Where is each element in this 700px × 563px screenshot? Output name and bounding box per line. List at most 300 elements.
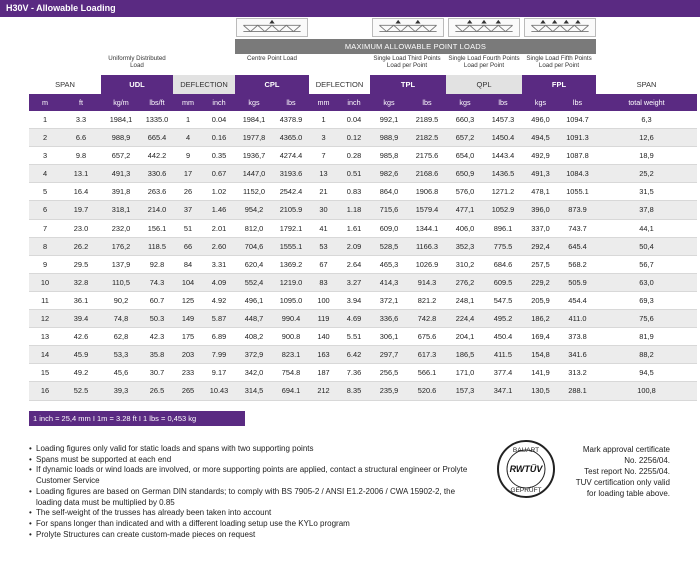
table-cell: 3.31 xyxy=(211,259,227,269)
table-cell: 1369.2 xyxy=(279,259,303,269)
table-cell: 39.4 xyxy=(73,314,89,324)
table-cell: 30.7 xyxy=(149,368,165,378)
table-cell: 235,9 xyxy=(379,386,399,396)
table-cell: 743.7 xyxy=(568,223,587,233)
qpl-sublabel: Single Load Fourth Points Load per Point xyxy=(448,55,520,69)
table-cell: 30 xyxy=(319,205,328,215)
udl-header: UDL xyxy=(101,75,173,94)
fpl-header: FPL xyxy=(522,75,596,94)
table-row xyxy=(29,328,697,346)
table-cell: 318,1 xyxy=(111,205,131,215)
table-cell: 288.1 xyxy=(568,386,587,396)
table-cell: 83 xyxy=(319,277,328,287)
table-cell: 982,6 xyxy=(379,169,399,179)
table-cell: 1026.9 xyxy=(415,259,439,269)
table-cell: 1055.1 xyxy=(566,187,589,197)
table-cell: 7 xyxy=(42,223,48,233)
certificate-line: Test report No. 2255/04. xyxy=(584,467,670,476)
table-cell: 2168.6 xyxy=(415,169,439,179)
table-cell: 232,0 xyxy=(111,223,131,233)
table-cell: 44,1 xyxy=(639,223,654,233)
table-cell: 442.2 xyxy=(147,151,167,161)
unit-cell: inch xyxy=(347,98,361,107)
table-cell: 12 xyxy=(40,314,50,324)
table-cell: 520.6 xyxy=(417,386,437,396)
table-cell: 609.5 xyxy=(493,277,513,287)
table-cell: 377.4 xyxy=(493,368,513,378)
table-cell: 6.42 xyxy=(346,350,362,360)
table-cell: 873.9 xyxy=(568,205,587,215)
table-cell: 341.6 xyxy=(568,350,587,360)
table-cell: 491,3 xyxy=(531,169,550,179)
table-cell: 9.8 xyxy=(75,151,87,161)
table-cell: 684.6 xyxy=(493,259,513,269)
truss-cpl-icon xyxy=(236,18,308,37)
table-cell: 1.02 xyxy=(211,187,227,197)
table-cell: 42.3 xyxy=(149,332,165,342)
table-cell: 12,6 xyxy=(639,133,654,143)
note-item: • Loading figures only valid for static loads and spans with two supporting points xyxy=(29,444,469,455)
table-cell: 175 xyxy=(181,332,195,342)
table-cell: 1457.3 xyxy=(491,115,515,124)
table-cell: 1335.0 xyxy=(145,115,169,124)
table-cell: 0.04 xyxy=(211,115,227,124)
table-row xyxy=(29,382,697,400)
table-cell: 2.64 xyxy=(346,259,362,269)
table-cell: 2105.9 xyxy=(279,205,303,215)
table-cell: 313.2 xyxy=(568,368,587,378)
table-cell: 88,2 xyxy=(639,350,654,360)
table-cell: 212 xyxy=(317,386,330,396)
unit-cell: inch xyxy=(212,98,226,107)
unit-cell: lbs xyxy=(422,98,432,107)
table-cell: 6,3 xyxy=(641,115,652,124)
note-item: • Loading figures are based on German DIN standards; to comply with BS 7905-2 / ANSI E1.2-2006 / CWA 15902-2, the loading data must be multiplied by 0.85 xyxy=(29,487,469,508)
table-cell: 1579.4 xyxy=(415,205,439,215)
table-cell: 13.1 xyxy=(73,169,89,179)
table-cell: 465,3 xyxy=(379,259,399,269)
conversion-bar: 1 inch = 25,4 mm I 1m = 3.28 ft I 1 lbs = 0,453 kg xyxy=(29,411,245,426)
table-cell: 11 xyxy=(41,295,49,305)
table-cell: 0.35 xyxy=(211,151,227,161)
table-cell: 657,2 xyxy=(111,151,131,161)
table-cell: 156.1 xyxy=(147,223,167,233)
table-cell: 100 xyxy=(317,295,330,305)
certificate-line: for loading table above. xyxy=(586,489,670,498)
table-cell: 2.60 xyxy=(211,241,227,251)
unit-cell: m xyxy=(42,98,48,107)
table-cell: 494,5 xyxy=(531,133,550,143)
table-cell: 1094.7 xyxy=(566,115,589,124)
table-cell: 203 xyxy=(181,350,195,360)
table-cell: 330.6 xyxy=(147,169,167,179)
table-cell: 450.4 xyxy=(493,332,513,342)
qpl-header: QPL xyxy=(446,75,522,94)
table-cell: 141,9 xyxy=(531,368,550,378)
cpl-header: CPL xyxy=(235,75,309,94)
table-cell: 1084.3 xyxy=(566,169,589,179)
table-cell: 137,9 xyxy=(111,259,131,269)
seal-top-text: BAUART xyxy=(512,447,540,454)
table-cell: 1436.5 xyxy=(491,169,515,179)
table-row xyxy=(29,274,697,292)
table-cell: 1.18 xyxy=(346,205,362,215)
table-cell: 478,1 xyxy=(531,187,550,197)
table-cell: 337,0 xyxy=(531,223,550,233)
seal-center-text: RWTÜV xyxy=(509,464,543,474)
table-cell: 36.1 xyxy=(73,295,89,305)
table-cell: 342,0 xyxy=(244,368,264,378)
table-cell: 74,8 xyxy=(113,314,129,324)
table-cell: 495.2 xyxy=(493,314,513,324)
table-cell: 812,0 xyxy=(244,223,264,233)
table-cell: 163 xyxy=(317,350,330,360)
table-cell: 491,3 xyxy=(111,169,131,179)
table-cell: 21 xyxy=(319,187,328,197)
table-row xyxy=(29,165,697,183)
table-cell: 988,9 xyxy=(111,133,131,143)
table-cell: 51 xyxy=(183,223,193,233)
table-cell: 13 xyxy=(319,169,328,179)
table-cell: 4.69 xyxy=(346,314,362,324)
table-cell: 26.5 xyxy=(149,386,165,396)
table-cell: 2 xyxy=(42,133,48,143)
unit-cell: kgs xyxy=(383,98,395,107)
table-cell: 9.17 xyxy=(211,368,227,378)
table-cell: 2.01 xyxy=(211,223,227,233)
table-cell: 1977,8 xyxy=(242,133,266,143)
unit-cell: mm xyxy=(317,98,330,107)
table-cell: 2189.5 xyxy=(415,115,439,124)
table-cell: 26 xyxy=(183,187,193,197)
table-cell: 665.4 xyxy=(147,133,167,143)
table-cell: 496,1 xyxy=(244,295,264,305)
table-cell: 0.67 xyxy=(211,169,227,179)
table-cell: 6 xyxy=(42,205,48,215)
table-cell: 1 xyxy=(185,115,191,124)
table-cell: 7.99 xyxy=(211,350,227,360)
table-cell: 1984,1 xyxy=(109,115,133,124)
table-cell: 505.9 xyxy=(568,277,587,287)
table-cell: 276,2 xyxy=(455,277,475,287)
cpl-sublabel: Centre Point Load xyxy=(247,55,297,62)
table-cell: 477,1 xyxy=(455,205,475,215)
table-cell: 1936,7 xyxy=(242,151,266,161)
table-cell: 74.3 xyxy=(149,277,165,287)
table-cell: 7.36 xyxy=(346,368,362,378)
table-cell: 29.5 xyxy=(73,259,89,269)
table-cell: 39,3 xyxy=(113,386,129,396)
table-cell: 657,2 xyxy=(455,133,475,143)
table-cell: 3.94 xyxy=(346,295,362,305)
table-cell: 3 xyxy=(321,133,326,143)
table-cell: 4 xyxy=(185,133,191,143)
unit-cell: mm xyxy=(182,98,194,107)
table-cell: 9 xyxy=(185,151,191,161)
table-row xyxy=(29,183,697,201)
table-row xyxy=(29,292,697,310)
tpl-header: TPL xyxy=(370,75,446,94)
unit-cell: kgs xyxy=(459,98,471,107)
truss-diagrams xyxy=(0,17,700,39)
table-cell: 8 xyxy=(42,241,48,251)
table-cell: 0.12 xyxy=(346,133,362,143)
table-cell: 75,6 xyxy=(639,314,654,324)
table-cell: 821.2 xyxy=(417,295,437,305)
table-cell: 566.1 xyxy=(417,368,437,378)
table-cell: 864,0 xyxy=(379,187,399,197)
table-cell: 617.3 xyxy=(417,350,437,360)
table-cell: 576,0 xyxy=(455,187,475,197)
table-cell: 265 xyxy=(181,386,195,396)
table-cell: 118.5 xyxy=(148,241,166,251)
table-cell: 186,5 xyxy=(455,350,475,360)
certificate-line: No. 2256/04. xyxy=(624,456,670,465)
table-cell: 42.6 xyxy=(73,332,89,342)
truss-tpl-icon xyxy=(372,18,444,37)
table-row xyxy=(29,346,697,364)
table-cell: 406,0 xyxy=(455,223,475,233)
table-cell: 985,8 xyxy=(379,151,399,161)
table-cell: 23.0 xyxy=(73,223,89,233)
note-item: • The self-weight of the trusses has already been taken into account xyxy=(29,508,469,519)
table-cell: 62,8 xyxy=(113,332,129,342)
table-cell: 66 xyxy=(183,241,193,251)
table-cell: 552,4 xyxy=(244,277,264,287)
table-cell: 297,7 xyxy=(379,350,399,360)
table-cell: 715,6 xyxy=(379,205,399,215)
table-cell: 4378.9 xyxy=(279,115,303,124)
table-cell: 176,2 xyxy=(111,241,131,251)
table-cell: 5.51 xyxy=(346,332,362,342)
table-cell: 694.1 xyxy=(281,386,301,396)
table-cell: 53 xyxy=(319,241,328,251)
table-cell: 3 xyxy=(42,151,48,161)
table-cell: 263.6 xyxy=(147,187,167,197)
table-cell: 10 xyxy=(40,277,50,287)
table-cell: 2175.6 xyxy=(415,151,439,161)
table-cell: 396,0 xyxy=(531,205,550,215)
table-cell: 186,2 xyxy=(531,314,550,324)
table-cell: 1443.4 xyxy=(491,151,515,161)
table-cell: 45.9 xyxy=(73,350,89,360)
table-cell: 1271.2 xyxy=(491,187,515,197)
table-cell: 2182.5 xyxy=(415,133,439,143)
unit-cell: lbs/ft xyxy=(149,98,165,107)
table-cell: 292,4 xyxy=(531,241,550,251)
table-cell: 7 xyxy=(321,151,326,161)
unit-cell: kgs xyxy=(248,98,260,107)
table-cell: 37,8 xyxy=(639,205,654,215)
table-cell: 154,8 xyxy=(531,350,550,360)
table-cell: 645.4 xyxy=(568,241,587,251)
table-cell: 16 xyxy=(40,386,50,396)
table-cell: 448,7 xyxy=(244,314,264,324)
table-cell: 6.89 xyxy=(211,332,227,342)
table-cell: 104 xyxy=(181,277,195,287)
unit-cell: lbs xyxy=(286,98,296,107)
table-cell: 37 xyxy=(183,205,193,215)
table-cell: 10.43 xyxy=(209,386,229,396)
note-item: • For spans longer than indicated and with a different loading setup use the KYLo program xyxy=(29,519,469,530)
table-cell: 140 xyxy=(317,332,330,342)
table-cell: 100,8 xyxy=(637,386,656,396)
table-cell: 25,2 xyxy=(639,169,654,179)
table-cell: 1447,0 xyxy=(242,169,266,179)
table-cell: 92.8 xyxy=(149,259,165,269)
table-cell: 35.8 xyxy=(149,350,165,360)
table-cell: 0.16 xyxy=(211,133,227,143)
span-header: SPAN xyxy=(29,75,101,94)
table-cell: 0.04 xyxy=(346,115,362,124)
table-cell: 3.27 xyxy=(346,277,362,287)
table-cell: 2.09 xyxy=(346,241,362,251)
table-cell: 233 xyxy=(181,368,195,378)
table-cell: 1166.3 xyxy=(415,241,439,251)
table-cell: 314,5 xyxy=(244,386,264,396)
table-cell: 568.2 xyxy=(568,259,587,269)
table-cell: 5 xyxy=(42,187,48,197)
table-cell: 257,5 xyxy=(531,259,550,269)
table-cell: 391,8 xyxy=(111,187,131,197)
deflection-header-1: DEFLECTION xyxy=(173,75,235,94)
table-cell: 63,0 xyxy=(639,277,654,287)
table-cell: 347.1 xyxy=(493,386,513,396)
table-cell: 214.0 xyxy=(147,205,167,215)
table-cell: 742.8 xyxy=(417,314,437,324)
table-cell: 954,2 xyxy=(244,205,264,215)
table-cell: 41 xyxy=(319,223,328,233)
table-cell: 654,0 xyxy=(455,151,475,161)
table-cell: 90,2 xyxy=(113,295,129,305)
table-cell: 60.7 xyxy=(149,295,165,305)
deflection-header-2: DEFLECTION xyxy=(309,75,370,94)
table-cell: 372,9 xyxy=(244,350,264,360)
udl-sublabel: Uniformly Distributed Load xyxy=(108,55,166,69)
table-cell: 18,9 xyxy=(639,151,654,161)
table-cell: 14 xyxy=(40,350,50,360)
certificate-line: TUV certification only valid xyxy=(575,478,670,487)
table-cell: 52.5 xyxy=(73,386,89,396)
table-cell: 84 xyxy=(183,259,193,269)
table-cell: 130,5 xyxy=(531,386,550,396)
unit-cell: lbs xyxy=(498,98,508,107)
table-cell: 411.0 xyxy=(568,314,587,324)
table-cell: 988,9 xyxy=(379,133,399,143)
table-cell: 414,3 xyxy=(379,277,399,287)
table-cell: 754.8 xyxy=(281,368,301,378)
table-cell: 609,0 xyxy=(379,223,399,233)
table-cell: 352,3 xyxy=(455,241,475,251)
table-cell: 1.46 xyxy=(211,205,227,215)
table-cell: 8.35 xyxy=(346,386,362,396)
table-cell: 69,3 xyxy=(639,295,654,305)
table-cell: 0.51 xyxy=(346,169,362,179)
table-cell: 53,3 xyxy=(113,350,129,360)
table-cell: 547.5 xyxy=(493,295,513,305)
table-cell: 17 xyxy=(183,169,193,179)
span-right-header: SPAN xyxy=(596,75,697,94)
note-item: • Spans must be supported at each end xyxy=(29,455,469,466)
unit-cell: total weight xyxy=(628,98,665,107)
table-cell: 660,3 xyxy=(455,115,475,124)
page-title: H30V - Allowable Loading xyxy=(0,0,700,17)
table-cell: 4274.4 xyxy=(279,151,303,161)
unit-cell: kgs xyxy=(534,98,547,107)
table-cell: 248,1 xyxy=(455,295,475,305)
truss-fpl-icon xyxy=(524,18,596,37)
table-cell: 4.09 xyxy=(211,277,227,287)
table-cell: 1984,1 xyxy=(242,115,266,124)
table-cell: 675.6 xyxy=(417,332,437,342)
certificate-text xyxy=(540,444,670,499)
table-cell: 110,5 xyxy=(112,277,130,287)
unit-cell: kg/m xyxy=(113,98,129,107)
table-cell: 1555.1 xyxy=(279,241,303,251)
table-cell: 775.5 xyxy=(493,241,513,251)
table-cell: 149 xyxy=(181,314,195,324)
table-row xyxy=(29,256,697,274)
table-cell: 1906.8 xyxy=(415,187,439,197)
table-row xyxy=(29,364,697,382)
table-cell: 2542.4 xyxy=(279,187,303,197)
table-cell: 1095.0 xyxy=(279,295,303,305)
table-cell: 187 xyxy=(317,368,330,378)
table-cell: 13 xyxy=(40,332,50,342)
table-cell: 16.4 xyxy=(73,187,89,197)
table-cell: 256,5 xyxy=(379,368,399,378)
table-cell: 171,0 xyxy=(455,368,475,378)
table-cell: 0.28 xyxy=(346,151,362,161)
table-cell: 492,9 xyxy=(531,151,550,161)
truss-qpl-icon xyxy=(448,18,520,37)
table-cell: 528,5 xyxy=(379,241,399,251)
table-cell: 157,3 xyxy=(455,386,475,396)
section-header: MAXIMUM ALLOWABLE POINT LOADS xyxy=(235,39,596,54)
table-cell: 169,4 xyxy=(531,332,550,342)
loading-table xyxy=(29,111,697,401)
table-cell: 1087.8 xyxy=(566,151,589,161)
table-cell: 310,2 xyxy=(455,259,475,269)
table-cell: 125 xyxy=(181,295,195,305)
table-row xyxy=(29,310,697,328)
table-cell: 4 xyxy=(42,169,48,179)
table-cell: 454.4 xyxy=(568,295,587,305)
seal-bottom-text: GEPRÜFT xyxy=(510,487,542,494)
table-cell: 4365.0 xyxy=(279,133,303,143)
table-cell: 704,6 xyxy=(244,241,264,251)
table-cell: 67 xyxy=(319,259,328,269)
table-row xyxy=(29,129,697,147)
table-cell: 408,2 xyxy=(244,332,264,342)
unit-cell: lbs xyxy=(572,98,583,107)
certificate-line: Mark approval certificate xyxy=(582,445,670,454)
notes-list xyxy=(29,444,469,540)
table-cell: 49.2 xyxy=(73,368,89,378)
table-cell: 9 xyxy=(42,259,48,269)
table-cell: 81,9 xyxy=(639,332,654,342)
table-cell: 6.6 xyxy=(75,133,87,143)
table-row xyxy=(29,220,697,238)
table-cell: 1792.1 xyxy=(279,223,303,233)
table-cell: 306,1 xyxy=(379,332,399,342)
table-cell: 650,9 xyxy=(455,169,475,179)
table-cell: 372,1 xyxy=(379,295,399,305)
table-cell: 1344.1 xyxy=(415,223,439,233)
tpl-sublabel: Single Load Third Points Load per Point xyxy=(373,55,441,69)
table-row xyxy=(29,111,697,129)
unit-cell: ft xyxy=(79,98,83,107)
